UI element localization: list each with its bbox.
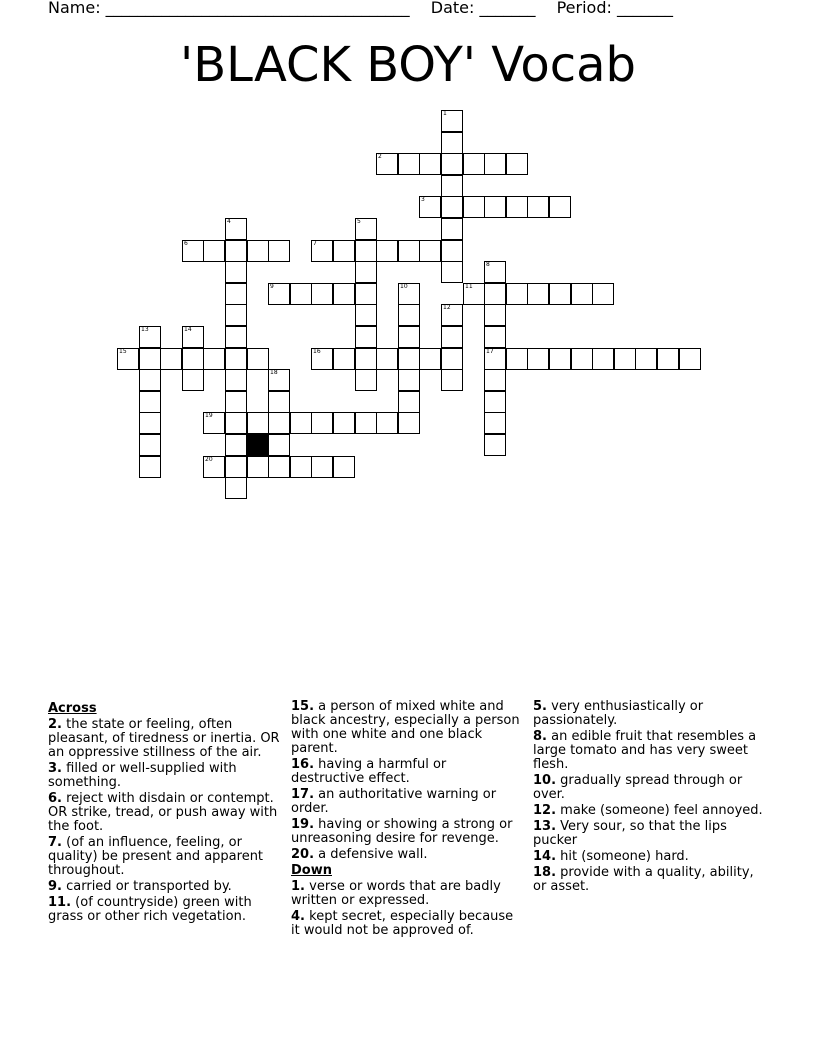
grid-cell[interactable] (182, 240, 204, 262)
clue-number-label: 2. (48, 717, 62, 732)
grid-cell[interactable] (441, 240, 463, 262)
grid-cell[interactable] (376, 240, 398, 262)
clue-column-1 (48, 700, 280, 926)
grid-cell[interactable] (311, 456, 333, 478)
grid-cell[interactable] (484, 196, 506, 218)
clue-number: 18 (270, 369, 278, 376)
clue-text: filled or well-supplied with something. (48, 761, 237, 790)
clue-text: a person of mixed white and black ancestry, especially a person with one white and one black parent. (291, 699, 520, 756)
grid-cell[interactable] (268, 434, 290, 456)
clue-number-label: 17. (291, 787, 315, 802)
clue-column-3 (533, 700, 765, 896)
grid-cell[interactable] (441, 348, 463, 370)
clue-text: hit (someone) hard. (560, 849, 689, 864)
grid-cell[interactable] (484, 369, 506, 391)
grid-cell[interactable] (441, 304, 463, 326)
grid-cell[interactable] (398, 326, 420, 348)
clue-number: 8 (486, 261, 490, 268)
grid-cell[interactable] (225, 261, 247, 283)
grid-cell[interactable] (376, 412, 398, 434)
clue-number: 6 (184, 240, 188, 247)
grid-cell[interactable] (549, 196, 571, 218)
grid-cell[interactable] (247, 456, 269, 478)
grid-cell[interactable] (139, 391, 161, 413)
grid-cell[interactable] (398, 348, 420, 370)
grid-cell[interactable] (527, 196, 549, 218)
clue-item (48, 718, 280, 760)
clue-number: 10 (400, 283, 408, 290)
clue-item (533, 804, 765, 818)
clue-text: the state or feeling, often pleasant, of tiredness or inertia. OR an oppressive stillness of the air. (48, 717, 280, 760)
grid-cell[interactable] (571, 348, 593, 370)
clue-item (533, 700, 765, 728)
grid-cell[interactable] (139, 326, 161, 348)
clue-item (291, 910, 523, 938)
clue-text: provide with a quality, ability, or asset. (533, 865, 754, 894)
clue-text: having a harmful or destructive effect. (291, 757, 447, 786)
grid-cell[interactable] (376, 153, 398, 175)
clue-number: 12 (443, 304, 451, 311)
grid-cell[interactable] (203, 348, 225, 370)
grid-cell[interactable] (268, 283, 290, 305)
grid-cell[interactable] (311, 348, 333, 370)
clue-item (533, 774, 765, 802)
grid-cell[interactable] (247, 240, 269, 262)
grid-cell[interactable] (441, 196, 463, 218)
clue-text: carried or transported by. (66, 879, 232, 894)
clue-text: verse or words that are badly written or expressed. (291, 879, 501, 908)
grid-cell[interactable] (225, 283, 247, 305)
date-field[interactable]: Date: _______ (430, 0, 536, 17)
clue-number-label: 5. (533, 699, 547, 714)
section-heading: Across (48, 701, 97, 716)
grid-cell[interactable] (657, 348, 679, 370)
grid-cell[interactable] (398, 153, 420, 175)
grid-cell[interactable] (398, 391, 420, 413)
grid-cell[interactable] (549, 348, 571, 370)
grid-cell[interactable] (506, 196, 528, 218)
clue-number-label: 16. (291, 757, 315, 772)
grid-cell[interactable] (484, 391, 506, 413)
grid-cell[interactable] (182, 326, 204, 348)
grid-cell[interactable] (398, 369, 420, 391)
grid-cell[interactable] (203, 456, 225, 478)
grid-cell[interactable] (225, 456, 247, 478)
grid-cell[interactable] (484, 434, 506, 456)
clue-number: 3 (421, 196, 425, 203)
clue-number-label: 1. (291, 879, 305, 894)
clue-number-label: 20. (291, 847, 315, 862)
clue-text: an edible fruit that resembles a large tomato and has very sweet flesh. (533, 729, 757, 772)
clue-number: 1 (443, 110, 447, 117)
grid-cell[interactable] (225, 218, 247, 240)
clue-item (291, 758, 523, 786)
clue-number: 2 (378, 153, 382, 160)
grid-cell[interactable] (419, 348, 441, 370)
period-field[interactable]: Period: _______ (556, 0, 673, 17)
grid-cell[interactable] (398, 283, 420, 305)
clue-number-label: 7. (48, 835, 62, 850)
clue-number-label: 19. (291, 817, 315, 832)
grid-cell[interactable] (679, 348, 701, 370)
section-heading: Down (291, 863, 332, 878)
clue-number: 19 (205, 412, 213, 419)
grid-cell[interactable] (225, 391, 247, 413)
clue-item (291, 848, 523, 862)
clue-text: (of countryside) green with grass or other rich vegetation. (48, 895, 252, 924)
grid-cell[interactable] (290, 456, 312, 478)
grid-cell[interactable] (225, 434, 247, 456)
grid-cell[interactable] (592, 283, 614, 305)
grid-cell[interactable] (484, 326, 506, 348)
clue-number: 5 (357, 218, 361, 225)
page-title: 'BLACK BOY' Vocab (180, 37, 636, 93)
grid-cell[interactable] (419, 240, 441, 262)
grid-cell[interactable] (225, 240, 247, 262)
grid-cell[interactable] (484, 261, 506, 283)
clue-item (48, 880, 280, 894)
clue-number: 14 (184, 326, 192, 333)
clue-item (48, 836, 280, 878)
clue-item (533, 866, 765, 894)
grid-cell[interactable] (484, 304, 506, 326)
clue-number-label: 6. (48, 791, 62, 806)
grid-cell[interactable] (441, 326, 463, 348)
grid-cell[interactable] (182, 348, 204, 370)
grid-cell[interactable] (333, 283, 355, 305)
grid-cell[interactable] (355, 261, 377, 283)
clue-number: 11 (465, 283, 473, 290)
clue-item (291, 700, 523, 756)
grid-cell[interactable] (441, 218, 463, 240)
grid-cell[interactable] (268, 369, 290, 391)
grid-cell[interactable] (398, 304, 420, 326)
grid-cell[interactable] (398, 412, 420, 434)
grid-cell[interactable] (506, 283, 528, 305)
grid-cell[interactable] (225, 412, 247, 434)
grid-cell[interactable] (160, 348, 182, 370)
grid-cell[interactable] (268, 391, 290, 413)
grid-cell[interactable] (333, 412, 355, 434)
grid-cell[interactable] (441, 153, 463, 175)
grid-cell[interactable] (247, 412, 269, 434)
grid-cell[interactable] (117, 348, 139, 370)
clue-text: make (someone) feel annoyed. (560, 803, 763, 818)
grid-cell[interactable] (549, 283, 571, 305)
grid-cell[interactable] (506, 348, 528, 370)
clue-item (533, 820, 765, 848)
grid-cell[interactable] (311, 412, 333, 434)
clue-number-label: 3. (48, 761, 62, 776)
grid-cell[interactable] (203, 412, 225, 434)
grid-cell[interactable] (333, 456, 355, 478)
clue-text: reject with disdain or contempt. OR strike, tread, or push away with the foot. (48, 791, 278, 834)
grid-cell[interactable] (506, 153, 528, 175)
grid-cell[interactable] (225, 348, 247, 370)
grid-cell[interactable] (441, 261, 463, 283)
grid-cell[interactable] (203, 240, 225, 262)
grid-cell[interactable] (571, 283, 593, 305)
grid-cell[interactable] (527, 283, 549, 305)
clue-item (48, 762, 280, 790)
clue-number-label: 4. (291, 909, 305, 924)
clue-item (291, 818, 523, 846)
grid-cell[interactable] (355, 412, 377, 434)
grid-cell[interactable] (484, 153, 506, 175)
grid-cell[interactable] (225, 326, 247, 348)
clue-number-label: 8. (533, 729, 547, 744)
grid-cell[interactable] (311, 283, 333, 305)
clue-text: Very sour, so that the lips pucker (533, 819, 727, 848)
grid-cell[interactable] (614, 348, 636, 370)
grid-cell[interactable] (419, 196, 441, 218)
clue-number-label: 14. (533, 849, 557, 864)
grid-cell[interactable] (139, 412, 161, 434)
grid-cell[interactable] (139, 456, 161, 478)
grid-cell[interactable] (268, 412, 290, 434)
grid-cell[interactable] (225, 369, 247, 391)
clue-item (291, 788, 523, 816)
grid-cell[interactable] (419, 153, 441, 175)
grid-cell[interactable] (484, 283, 506, 305)
grid-cell[interactable] (441, 110, 463, 132)
grid-cell[interactable] (484, 348, 506, 370)
clue-text: kept secret, especially because it would not be approved of. (291, 909, 514, 938)
clue-number-label: 18. (533, 865, 557, 880)
clue-column-2 (291, 700, 523, 940)
grid-cell[interactable] (333, 240, 355, 262)
grid-cell[interactable] (355, 240, 377, 262)
grid-cell[interactable] (527, 348, 549, 370)
clue-text: a defensive wall. (318, 847, 428, 862)
clue-number: 7 (313, 240, 317, 247)
clue-text: (of an influence, feeling, or quality) be present and apparent throughout. (48, 835, 264, 878)
grid-cell[interactable] (333, 348, 355, 370)
clue-item (48, 896, 280, 924)
clue-number-label: 9. (48, 879, 62, 894)
grid-cell[interactable] (268, 456, 290, 478)
grid-cell[interactable] (139, 369, 161, 391)
clue-text: gradually spread through or over. (533, 773, 743, 802)
clue-item (533, 730, 765, 772)
black-square (247, 434, 269, 456)
grid-cell[interactable] (635, 348, 657, 370)
grid-cell[interactable] (225, 477, 247, 499)
grid-cell[interactable] (139, 434, 161, 456)
grid-cell[interactable] (311, 240, 333, 262)
grid-cell[interactable] (290, 283, 312, 305)
clue-number-label: 10. (533, 773, 557, 788)
grid-cell[interactable] (592, 348, 614, 370)
grid-cell[interactable] (376, 348, 398, 370)
grid-cell[interactable] (463, 283, 485, 305)
grid-cell[interactable] (355, 218, 377, 240)
name-field[interactable]: Name: ______________________________________ (48, 0, 410, 17)
grid-cell[interactable] (290, 412, 312, 434)
clue-number-label: 13. (533, 819, 557, 834)
clue-number: 9 (270, 283, 274, 290)
grid-cell[interactable] (355, 326, 377, 348)
grid-cell[interactable] (463, 153, 485, 175)
grid-cell[interactable] (441, 132, 463, 154)
clue-text: very enthusiastically or passionately. (533, 699, 704, 728)
grid-cell[interactable] (355, 348, 377, 370)
clue-item (291, 880, 523, 908)
clue-number: 15 (119, 348, 127, 355)
clue-item (48, 792, 280, 834)
clue-number: 13 (141, 326, 149, 333)
grid-cell[interactable] (463, 196, 485, 218)
clue-number-label: 12. (533, 803, 557, 818)
grid-cell[interactable] (355, 283, 377, 305)
clue-number-label: 11. (48, 895, 72, 910)
grid-cell[interactable] (484, 412, 506, 434)
grid-cell[interactable] (398, 240, 420, 262)
grid-cell[interactable] (182, 369, 204, 391)
clue-number: 4 (227, 218, 231, 225)
grid-cell[interactable] (441, 369, 463, 391)
grid-cell[interactable] (268, 240, 290, 262)
clue-number-label: 15. (291, 699, 315, 714)
clue-number: 20 (205, 456, 213, 463)
grid-cell[interactable] (247, 348, 269, 370)
grid-cell[interactable] (355, 304, 377, 326)
clue-number: 17 (486, 348, 494, 355)
grid-cell[interactable] (139, 348, 161, 370)
grid-cell[interactable] (225, 304, 247, 326)
grid-cell[interactable] (355, 369, 377, 391)
grid-cell[interactable] (441, 175, 463, 197)
clue-text: having or showing a strong or unreasoning desire for revenge. (291, 817, 513, 846)
clue-number: 16 (313, 348, 321, 355)
clue-text: an authoritative warning or order. (291, 787, 497, 816)
clue-item (533, 850, 765, 864)
